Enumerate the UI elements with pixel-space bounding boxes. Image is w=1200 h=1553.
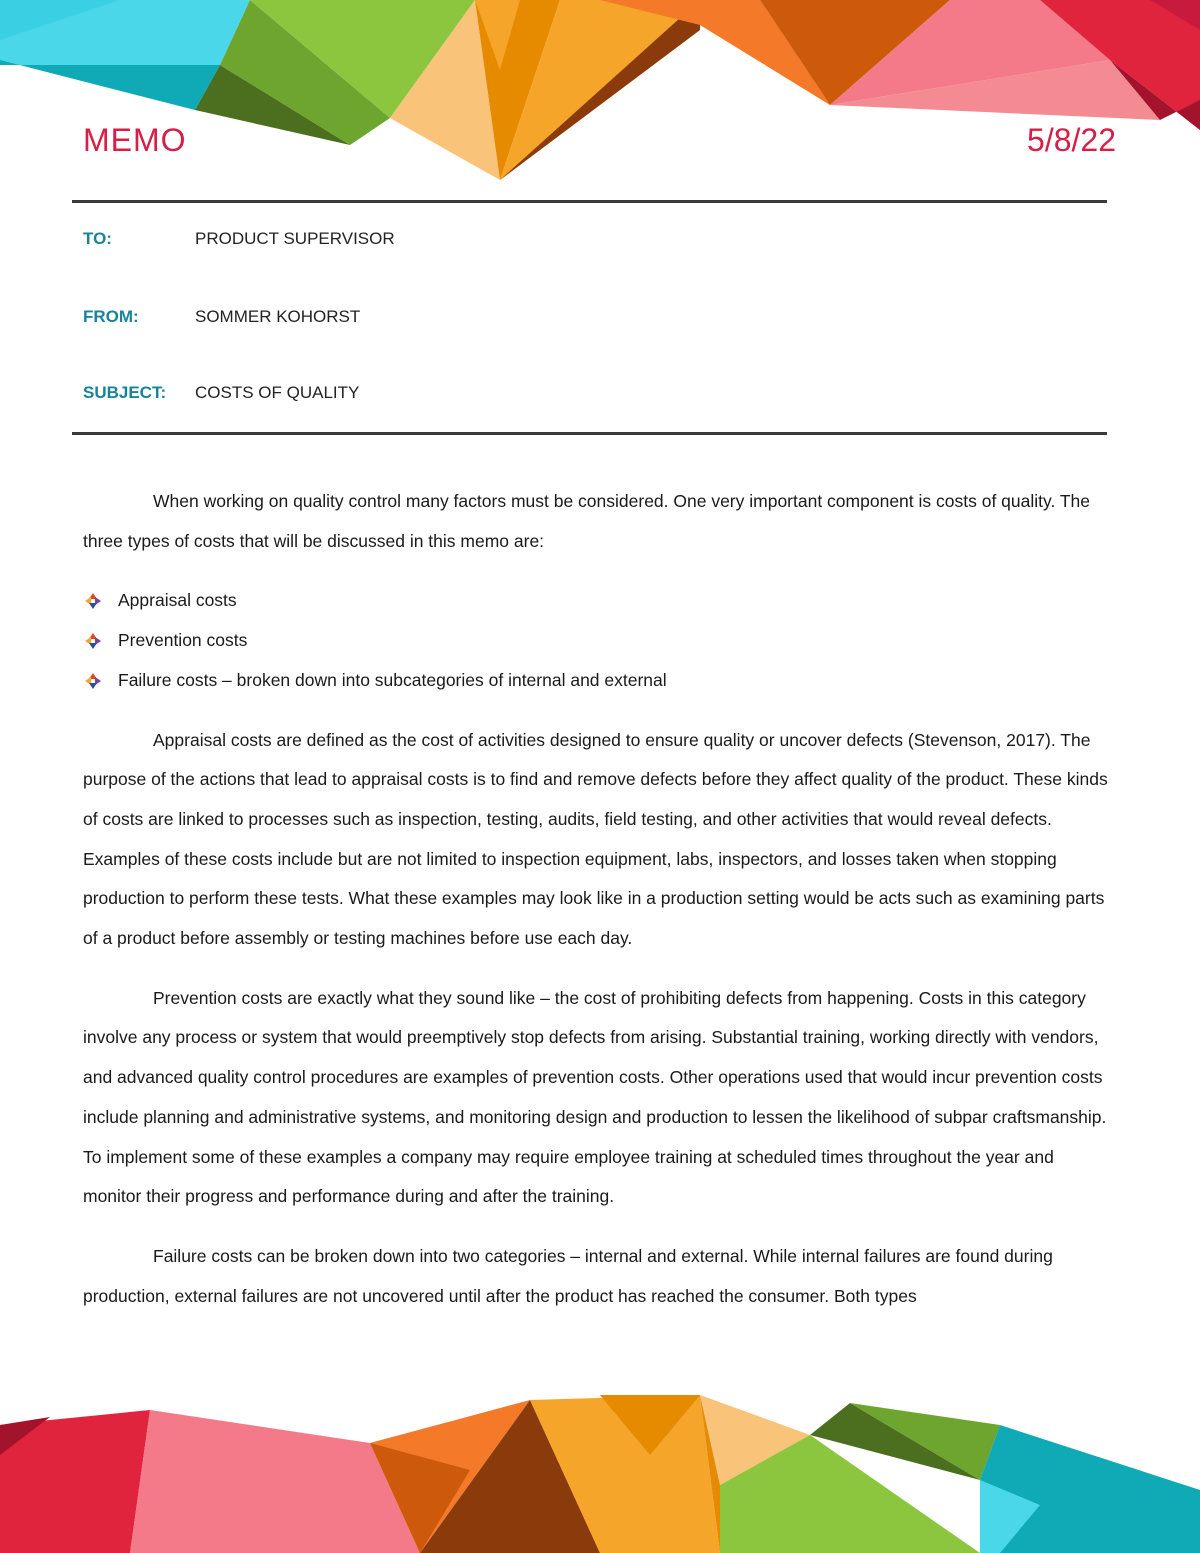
arrow-bullet-icon <box>83 631 103 651</box>
arrow-bullet-icon <box>83 671 103 691</box>
list-item <box>83 661 1117 701</box>
list-item-label: Appraisal costs <box>118 590 237 611</box>
arrow-bullet-icon <box>83 591 103 611</box>
from-label: FROM: <box>83 307 139 326</box>
intro-paragraph: When working on quality control many factors must be considered. One very important component is costs of quality. The three types of costs that will be discussed in this memo are: <box>83 491 1091 551</box>
cost-types-list <box>83 581 1117 700</box>
subject-label: SUBJECT: <box>83 383 167 402</box>
memo-title: MEMO <box>83 122 187 158</box>
subject-value: COSTS OF QUALITY <box>195 383 360 402</box>
failure-paragraph: Failure costs can be broken down into two categories – internal and external. While internal failures are found during production, external failures are not uncovered until after the product has reached the consumer. Both types <box>83 1245 1053 1306</box>
list-item <box>83 581 1117 621</box>
appraisal-paragraph: Appraisal costs are defined as the cost of activities designed to ensure quality or uncover defects (Stevenson, 2017). The purpose of the actions that lead to appraisal costs is to find and remove defects before they affect quality of the product. These kinds of costs are linked to processes such as inspection, testing, audits, field testing, and other activities that would reveal defects. Examples of these costs include but are not limited to inspection equipment, labs, inspectors, and losses taken when stopping production to perform these tests. What these examples may look like in a production setting would be acts such as examining parts of a product before assembly or testing machines before use each day. <box>83 729 1108 949</box>
subject-row <box>83 383 359 403</box>
list-item-label: Prevention costs <box>118 630 248 651</box>
memo-body <box>83 482 1117 1336</box>
to-row <box>83 229 395 249</box>
from-value: SOMMER KOHORST <box>195 307 361 326</box>
bottom-geometric-banner <box>0 1395 1200 1553</box>
header-divider-top <box>72 200 1107 203</box>
list-item <box>83 621 1117 661</box>
header-divider-bottom <box>72 432 1107 435</box>
memo-date: 5/8/22 <box>1027 122 1116 158</box>
to-value: PRODUCT SUPERVISOR <box>195 229 395 248</box>
list-item-label: Failure costs – broken down into subcategories of internal and external <box>118 669 667 690</box>
prevention-paragraph: Prevention costs are exactly what they sound like – the cost of prohibiting defects from happening. Costs in this category involve any process or system that would preemptively stop defects from arising. Substantial training, working directly with vendors, and advanced quality control procedures are examples of prevention costs. Other operations used that would incur prevention costs include planning and administrative systems, and monitoring design and production to lessen the likelihood of subpar craftsmanship. To implement some of these examples a company may require employee training at scheduled times throughout the year and monitor their progress and performance during and after the training. <box>83 987 1107 1207</box>
from-row <box>83 307 360 327</box>
to-label: TO: <box>83 229 112 248</box>
